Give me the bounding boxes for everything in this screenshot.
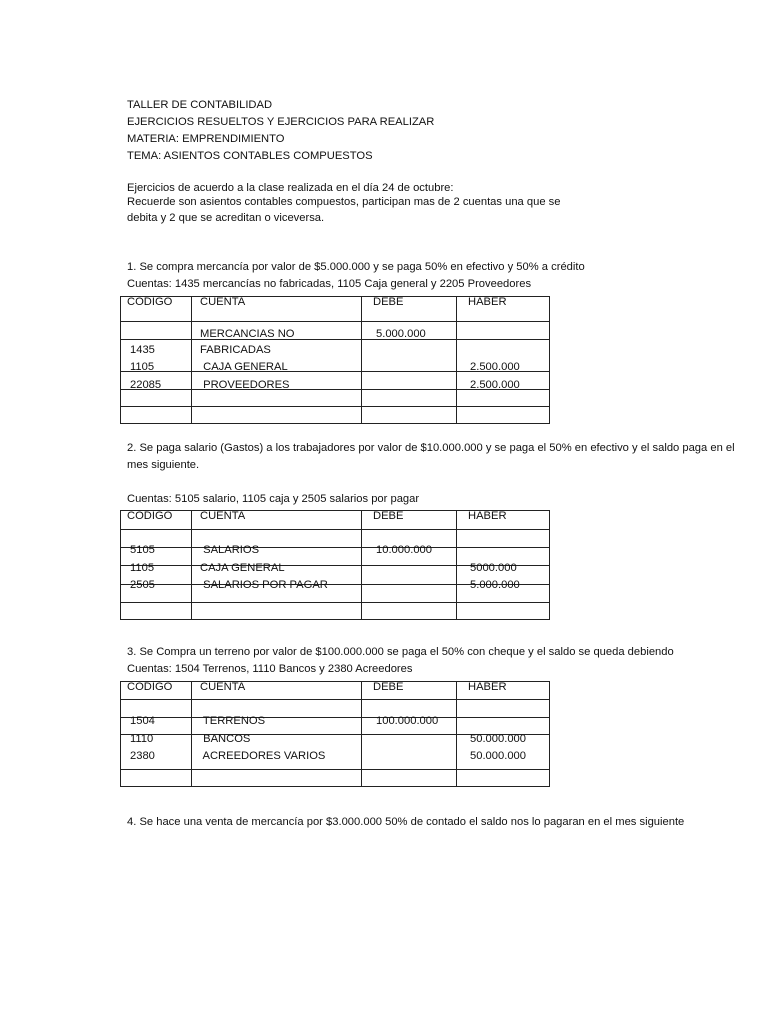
cell-haber: 2.500.000 xyxy=(470,379,520,391)
exercise-2-ledger-table xyxy=(120,510,550,620)
table-row-divider xyxy=(120,406,550,407)
header-haber: HABER xyxy=(468,510,507,522)
cell-codigo: 1105 xyxy=(130,361,155,373)
cell-cuenta: SALARIOS POR PAGAR xyxy=(200,579,328,591)
cell-codigo: 2380 xyxy=(130,750,155,762)
exercise-3-ledger-table xyxy=(120,681,550,787)
header-codigo: CODIGO xyxy=(127,296,173,308)
cell-codigo: 1105 xyxy=(130,562,155,574)
intro-line-3: debita y 2 que se acreditan o viceversa. xyxy=(127,212,325,224)
doc-title: TALLER DE CONTABILIDAD xyxy=(127,99,273,111)
cell-codigo: 2505 xyxy=(130,579,155,591)
table-row xyxy=(120,361,550,378)
intro-line-2: Recuerde son asientos contables compuestos, participan mas de 2 cuentas una que se xyxy=(127,196,561,208)
header-haber: HABER xyxy=(468,681,507,693)
exercise-3-accounts: Cuentas: 1504 Terrenos, 1110 Bancos y 2380 Acreedores xyxy=(127,663,413,675)
header-debe: DEBE xyxy=(373,296,404,308)
exercise-1-ledger-table xyxy=(120,296,550,424)
exercise-1-accounts: Cuentas: 1435 mercancías no fabricadas, 1105 Caja general y 2205 Proveedores xyxy=(127,278,532,290)
cell-haber: 2.500.000 xyxy=(470,361,520,373)
table-row xyxy=(120,544,550,561)
table-row-divider xyxy=(120,602,550,603)
cell-cuenta: MERCANCIAS NO xyxy=(200,328,295,340)
table-row xyxy=(120,328,550,345)
cell-cuenta: ACREEDORES VARIOS xyxy=(200,750,326,762)
cell-codigo: 1110 xyxy=(130,733,154,745)
cell-codigo: 1504 xyxy=(130,715,155,727)
header-codigo: CODIGO xyxy=(127,510,173,522)
header-haber: HABER xyxy=(468,296,507,308)
header-cuenta: CUENTA xyxy=(200,296,246,308)
table-row-divider xyxy=(120,321,550,322)
header-debe: DEBE xyxy=(373,681,404,693)
exercise-2-accounts: Cuentas: 5105 salario, 1105 caja y 2505 salarios por pagar xyxy=(127,493,420,505)
table-row xyxy=(120,733,550,750)
table-row xyxy=(120,750,550,767)
cell-codigo: 1435 xyxy=(130,344,155,356)
doc-subtitle: EJERCICIOS RESUELTOS Y EJERCICIOS PARA REALIZAR xyxy=(127,116,435,128)
cell-haber: 50.000.000 xyxy=(470,750,526,762)
table-row xyxy=(120,579,550,596)
cell-codigo: 5105 xyxy=(130,544,155,556)
header-cuenta: CUENTA xyxy=(200,510,246,522)
table-row xyxy=(120,379,550,396)
table-row-divider xyxy=(120,529,550,530)
cell-debe: 100.000.000 xyxy=(376,715,439,727)
cell-codigo: 22085 xyxy=(130,379,162,391)
cell-cuenta: FABRICADAS xyxy=(200,344,271,356)
doc-subject: MATERIA: EMPRENDIMIENTO xyxy=(127,133,285,145)
header-debe: DEBE xyxy=(373,510,404,522)
cell-cuenta: BANCOS xyxy=(200,733,251,745)
exercise-2-statement: 2. Se paga salario (Gastos) a los trabajadores por valor de $10.000.000 y se paga el 50% en efectivo y el saldo paga en el mes siguiente. xyxy=(127,442,735,471)
exercise-3-statement: 3. Se Compra un terreno por valor de $100.000.000 se paga el 50% con cheque y el saldo se queda debiendo xyxy=(127,646,674,658)
table-row-divider xyxy=(120,769,550,770)
table-row-divider xyxy=(120,699,550,700)
exercise-4-statement: 4. Se hace una venta de mercancía por $3.000.000 50% de contado el saldo nos lo pagaran en el mes siguiente xyxy=(127,816,685,828)
doc-topic: TEMA: ASIENTOS CONTABLES COMPUESTOS xyxy=(127,150,373,162)
cell-cuenta: CAJA GENERAL xyxy=(200,562,285,574)
cell-haber: 50.000.000 xyxy=(470,733,526,745)
table-row xyxy=(120,344,550,361)
cell-haber: 5.000.000 xyxy=(470,579,520,591)
cell-debe: 5.000.000 xyxy=(376,328,426,340)
table-row xyxy=(120,715,550,732)
cell-cuenta: CAJA GENERAL xyxy=(200,361,288,373)
cell-haber: 5000.000 xyxy=(470,562,517,574)
cell-cuenta: SALARIOS xyxy=(200,544,260,556)
header-codigo: CODIGO xyxy=(127,681,173,693)
header-cuenta: CUENTA xyxy=(200,681,246,693)
cell-cuenta: TERRENOS xyxy=(200,715,266,727)
exercise-1-statement: 1. Se compra mercancía por valor de $5.000.000 y se paga 50% en efectivo y 50% a crédito xyxy=(127,261,585,273)
cell-cuenta: PROVEEDORES xyxy=(200,379,290,391)
cell-debe: 10.000.000 xyxy=(376,544,432,556)
intro-line-1: Ejercicios de acuerdo a la clase realizada en el día 24 de octubre: xyxy=(127,182,454,194)
table-row xyxy=(120,562,550,579)
